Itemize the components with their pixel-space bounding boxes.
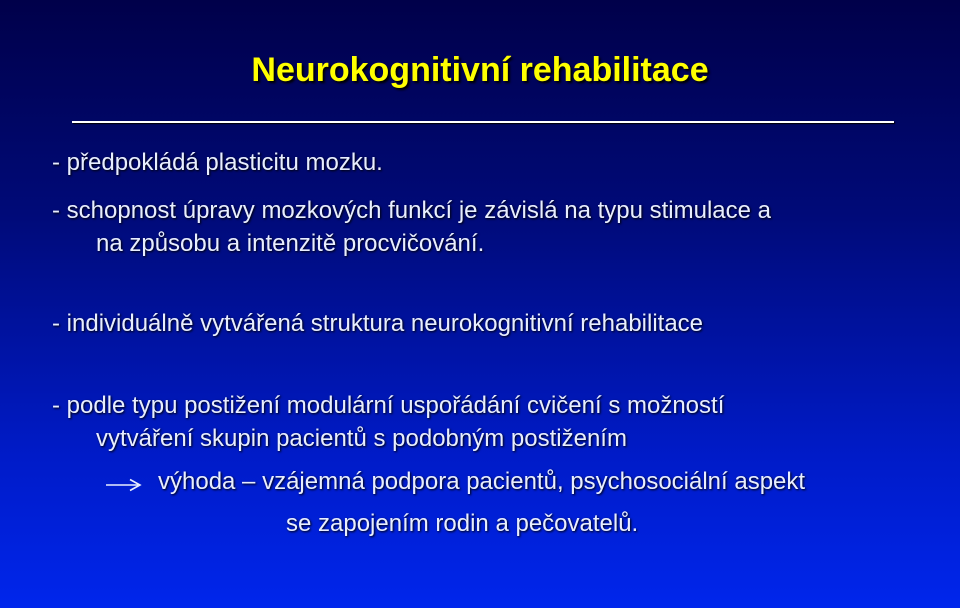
- right-arrow-icon: [104, 478, 144, 492]
- title-underline: [72, 121, 894, 123]
- bullet-modular-line-2: vytváření skupin pacientů s podobným postižením: [96, 425, 627, 452]
- slide-title: Neurokognitivní rehabilitace: [251, 51, 709, 89]
- bullet-brain-function-line-1: - schopnost úpravy mozkových funkcí je závislá na typu stimulace a: [52, 197, 771, 224]
- bullet-brain-function-line-2: na způsobu a intenzitě procvičování.: [96, 230, 485, 257]
- bullet-modular-line-1: - podle typu postižení modulární uspořádání cvičení s možností: [52, 392, 725, 419]
- bullet-individual-structure: - individuálně vytvářená struktura neurokognitivní rehabilitace: [52, 310, 704, 337]
- sub-point-line-2: se zapojením rodin a pečovatelů.: [286, 510, 639, 537]
- bullet-plasticity: - předpokládá plasticitu mozku.: [52, 149, 383, 176]
- sub-point-line-1: výhoda – vzájemná podpora pacientů, psychosociální aspekt: [158, 468, 806, 495]
